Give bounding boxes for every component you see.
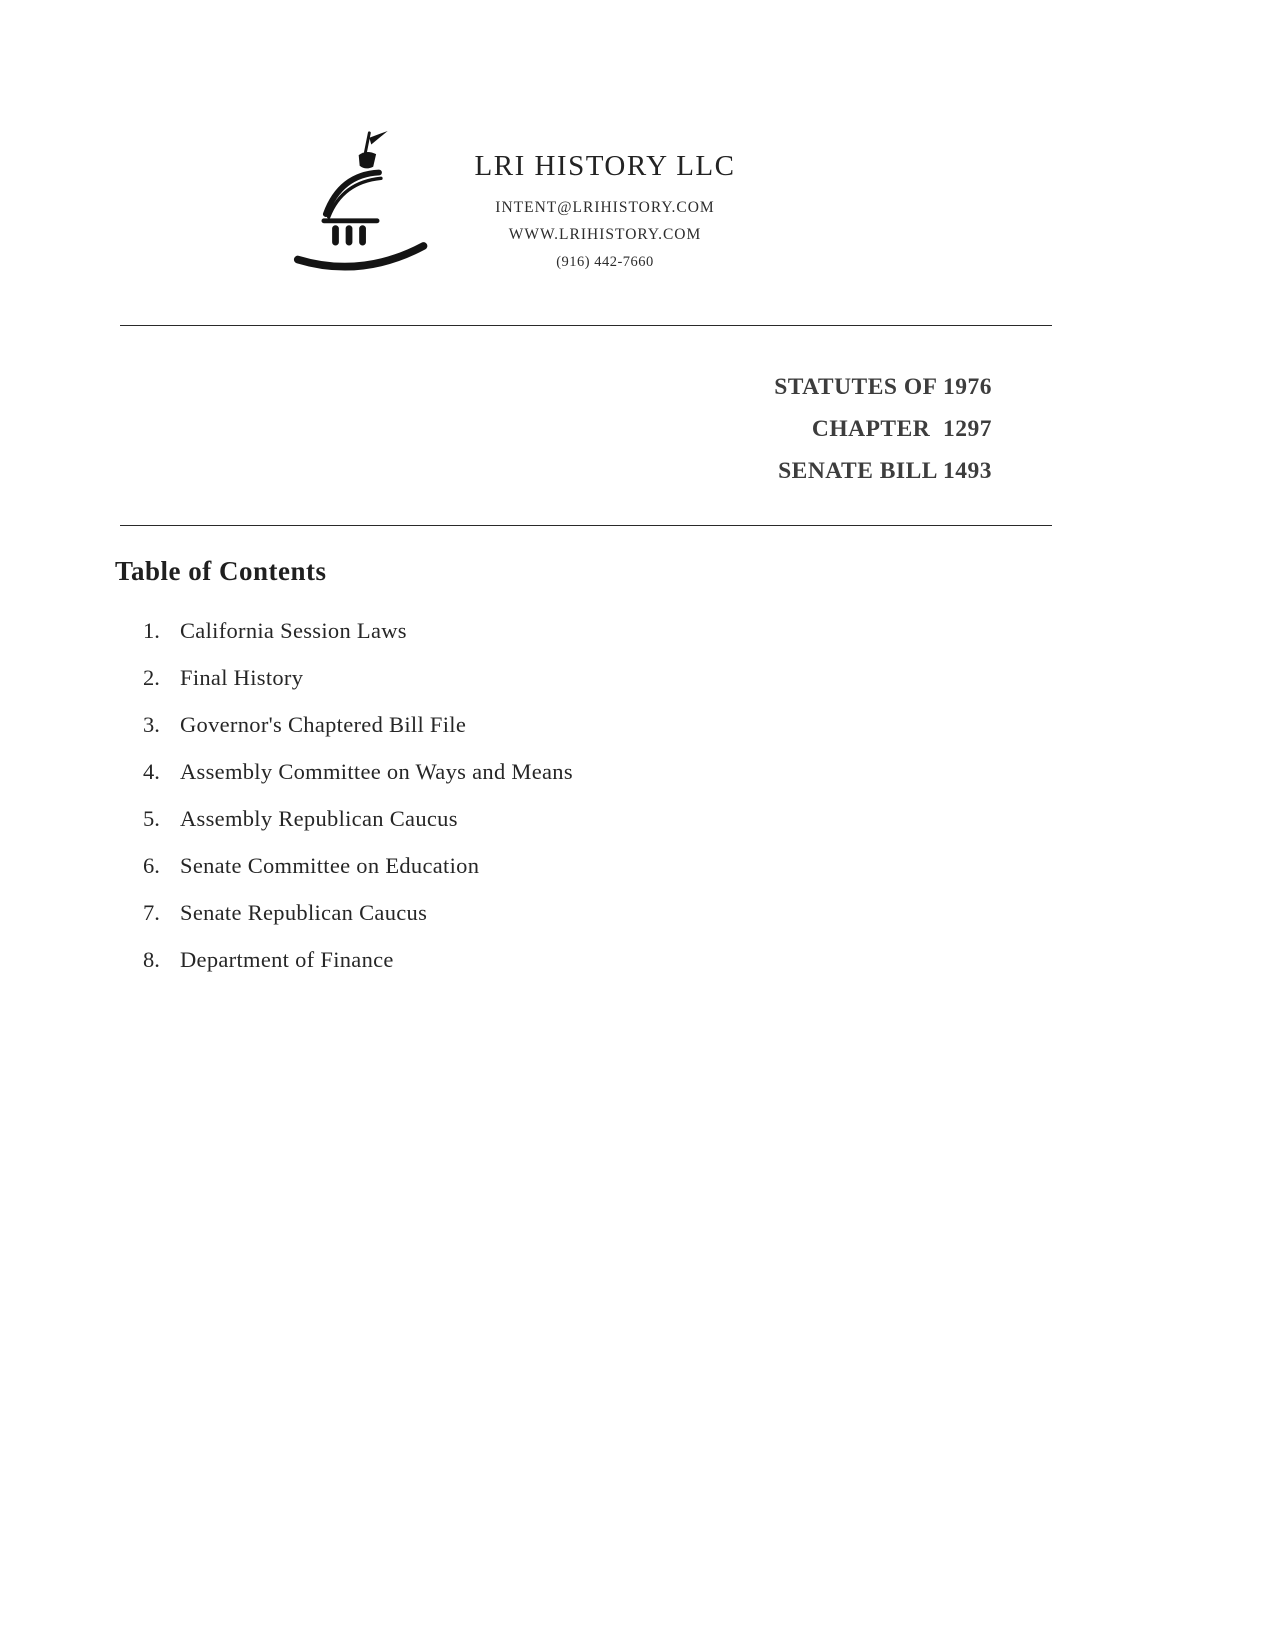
toc-item-label: Final History [180, 665, 304, 690]
toc-item-number: 2. [143, 665, 160, 690]
toc-item-label: Senate Republican Caucus [180, 900, 428, 925]
toc-item-label: Department of Finance [180, 947, 394, 972]
senate-bill-line: SENATE BILL 1493 [778, 458, 992, 484]
capitol-dome-logo-icon [292, 122, 437, 282]
bottom-divider [120, 525, 1052, 526]
toc-item-number: 3. [143, 712, 160, 737]
toc-item [143, 806, 843, 853]
top-divider [120, 325, 1052, 326]
toc-list [143, 618, 843, 994]
toc-item-number: 1. [143, 618, 160, 643]
chapter-line: CHAPTER 1297 [811, 416, 992, 442]
toc-item [143, 759, 843, 806]
toc-item-number: 8. [143, 947, 160, 972]
toc-item-label: Assembly Committee on Ways and Means [180, 759, 573, 784]
toc-item [143, 665, 843, 712]
toc-item [143, 900, 843, 947]
statute-block [120, 366, 992, 492]
statute-line: STATUTES OF 1976 [774, 374, 992, 400]
company-name: LRI HISTORY LLC [474, 150, 736, 182]
toc-item-label: California Session Laws [180, 618, 407, 643]
toc-item-label: Assembly Republican Caucus [180, 806, 458, 831]
toc-item-number: 7. [143, 900, 160, 925]
company-website: WWW.LRIHISTORY.COM [508, 226, 702, 243]
header [440, 150, 770, 271]
toc-item-label: Governor's Chaptered Bill File [180, 712, 467, 737]
toc-title: Table of Contents [115, 556, 327, 586]
toc-item [143, 853, 843, 900]
toc-item-number: 5. [143, 806, 160, 831]
toc-item [143, 618, 843, 665]
toc-item [143, 712, 843, 759]
toc-item-number: 4. [143, 759, 160, 784]
company-phone: (916) 442-7660 [556, 254, 654, 270]
company-email: INTENT@LRIHISTORY.COM [495, 199, 715, 216]
toc-item [143, 947, 843, 994]
toc-item-label: Senate Committee on Education [180, 853, 480, 878]
toc-item-number: 6. [143, 853, 160, 878]
